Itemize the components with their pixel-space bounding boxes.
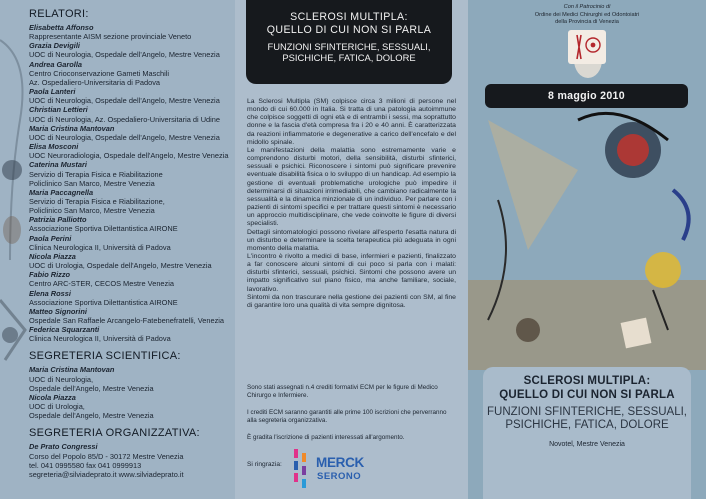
- person-name: Fabio Rizzo: [29, 270, 71, 280]
- affiliation-line: UOC Neuroradiologia, Ospedale dell'Angelo, Mestre Venezia: [29, 151, 229, 161]
- person-name: Maria Cristina Mantovan: [29, 365, 115, 375]
- title-line: QUELLO DI CUI NON SI PARLA: [266, 24, 432, 36]
- cover-title-box: [483, 367, 691, 499]
- body-paragraph: Dettagli sintomatologici possono rivelare all'esperto l'esatta natura di un disturbo e determinare la scelta terapeutica più adeguata in ogni momento della malattia.: [247, 228, 456, 252]
- patrocinio-org-line-1: Ordine dei Medici Chirurghi ed Odontoiatri: [534, 11, 640, 18]
- page-subtitle: [246, 41, 452, 63]
- person-name: Elena Rossi: [29, 288, 71, 298]
- affiliation-line: Ospedale dell'Angelo, Mestre Venezia: [29, 411, 154, 421]
- title-line: SCLEROSI MULTIPLA:: [290, 11, 408, 23]
- cover-title-line: QUELLO DI CUI NON SI PARLA: [499, 388, 675, 401]
- left-panel: [0, 0, 235, 499]
- patrocinio-block: [468, 4, 706, 68]
- person-name: Maria Paccagnella: [29, 187, 94, 197]
- affiliation-line: Servizio di Terapia Fisica e Riabilitazione,: [29, 196, 165, 206]
- affiliation-line: Servizio di Terapia Fisica e Riabilitazione: [29, 169, 163, 179]
- body-paragraph: La Sclerosi Multipla (SM) colpisce circa 3 milioni di persone nel mondo di cui 60.000 in Italia. Si tratta di una patologia autoimmune che colpisce soggetti di ogni età e di entrambi i sessi, ma soprattutto donne e la fascia d'età compresa fra i 20 e 40 anni. È caratterizzata da reazioni infiammatorie e degenerative a carico dell'encefalo e del midollo spinale.: [247, 98, 456, 146]
- sponsor-name: MERCK: [316, 455, 364, 470]
- person-name: Federica Squarzanti: [29, 325, 100, 335]
- affiliation-line: UOC di Neurologia,: [29, 374, 94, 384]
- affiliation-line: tel. 041 0995580 fax 041 0999913: [29, 460, 142, 470]
- venue: Novotel, Mestre Venezia: [549, 441, 625, 448]
- subtitle-line: PSICHICHE, FATICA, DOLORE: [282, 52, 416, 63]
- order-emblem-icon: [567, 29, 607, 65]
- event-date: 8 maggio 2010: [485, 84, 688, 108]
- sponsor-subname: SERONO: [317, 471, 362, 482]
- cover-title-line: SCLEROSI MULTIPLA:: [523, 375, 651, 387]
- middle-panel: [235, 0, 468, 499]
- sponsor-mark-icon: [290, 447, 316, 493]
- body-paragraph: L'incontro è rivolto a medici di base, infermieri e pazienti, finalizzato a far conoscere alcuni sintomi di cui poco si parla con i malati: disturbi sfinterici, sessuali, psichici. Sintomi che possono avere un impatto significativo sul piano fisico, ma anche familiare, sociale, lavorativo.: [247, 252, 456, 293]
- affiliation-line: UOC di Neurologia, Ospedale dell'Angelo, Mestre Venezia: [29, 50, 220, 60]
- segreteria-scientifica-heading: SEGRETERIA SCIENTIFICA:: [29, 350, 181, 363]
- person-name: Nicola Piazza: [29, 392, 76, 402]
- affiliation-line: segreteria@silviadeprato.it www.silviadeprato.it: [29, 469, 184, 479]
- affiliation-line: Clinica Neurologica II, Università di Padova: [29, 242, 171, 252]
- affiliation-line: Centro Crioconservazione Gameti Maschili: [29, 68, 170, 78]
- affiliation-line: Clinica Neurologica II, Università di Padova: [29, 334, 171, 344]
- right-panel: [468, 0, 706, 499]
- body-text: [247, 98, 456, 310]
- cover-subtitle: [483, 406, 691, 432]
- ecm-note: Sono stati assegnati n.4 crediti formativi ECM per le figure di Medico Chirurgo e Infermiere.: [247, 384, 438, 399]
- person-name: Grazia Devigili: [29, 41, 80, 51]
- person-name: Maria Cristina Mantovan: [29, 123, 115, 133]
- relatori-heading: RELATORI:: [29, 8, 89, 20]
- cover-subtitle-line: FUNZIONI SFINTERICHE, SESSUALI,: [487, 406, 687, 418]
- affiliation-line: Centro ARC-STER, CECOS Mestre Venezia: [29, 279, 174, 289]
- subtitle-line: FUNZIONI SFINTERICHE, SESSUALI,: [267, 41, 431, 52]
- person-name: Nicola Piazza: [29, 251, 76, 261]
- person-name: Christian Lettieri: [29, 105, 88, 115]
- affiliation-line: Rappresentante AISM sezione provinciale Veneto: [29, 32, 192, 42]
- affiliation-line: Az. Ospedaliero-Universitaria di Padova: [29, 77, 161, 87]
- segreteria-organizzativa-list: [29, 442, 233, 479]
- affiliation-line: UOC di Urologia, Ospedale dell'Angelo, Mestre Venezia: [29, 261, 212, 271]
- page-title: [246, 0, 452, 37]
- person-name: Elisa Mosconi: [29, 142, 79, 152]
- person-name: Paola Perini: [29, 233, 72, 243]
- person-name: Andrea Garolla: [29, 59, 82, 69]
- segreteria-scientifica-list: [29, 365, 233, 420]
- cover-subtitle-line: PSICHICHE, FATICA, DOLORE: [505, 419, 669, 431]
- sponsor-logo: [290, 447, 370, 493]
- affiliation-line: UOC di Neurologia, Ospedale dell'Angelo, Mestre Venezia: [29, 96, 220, 106]
- affiliation-line: Associazione Sportiva Dilettantistica AIRONE: [29, 224, 178, 234]
- person-name: Matteo Signorini: [29, 306, 87, 316]
- person-name: De Prato Congressi: [29, 442, 98, 452]
- person-name: Elisabetta Affonso: [29, 23, 94, 32]
- ecm-note-2: I crediti ECM saranno garantiti alle prime 100 iscrizioni che perverranno alla segreteria organizzativa.: [247, 409, 447, 424]
- thanks-label: Si ringrazia:: [247, 461, 282, 468]
- affiliation-line: UOC di Urologia,: [29, 402, 85, 412]
- patrocinio-label: Con il Patrocinio di: [563, 4, 611, 10]
- affiliation-line: Corso del Popolo 85/D - 30172 Mestre Venezia: [29, 451, 184, 461]
- person-name: Caterina Mustari: [29, 160, 87, 170]
- affiliation-line: Associazione Sportiva Dilettantistica AIRONE: [29, 297, 178, 307]
- title-box: [246, 0, 452, 84]
- patrocinio-org-line-2: della Provincia di Venezia: [555, 19, 619, 26]
- person-name: Paola Lanteri: [29, 87, 76, 97]
- person-name: Patrizia Palliotto: [29, 215, 87, 225]
- ecm-note-3: È gradita l'iscrizione di pazienti interessati all'argomento.: [247, 434, 405, 441]
- segreteria-organizzativa-heading: SEGRETERIA ORGANIZZATIVA:: [29, 427, 200, 440]
- body-paragraph: Sintomi da non trascurare nella gestione dei pazienti con SM, al fine di garantire loro una qualità di vita sempre dignitosa.: [247, 293, 456, 309]
- cover-title: [483, 367, 691, 402]
- relatori-list: [29, 23, 233, 343]
- affiliation-line: UOC di Neurologia, Ospedale dell'Angelo, Mestre Venezia: [29, 132, 220, 142]
- affiliation-line: UOC di Neurologia, Az. Ospedaliero-Universitaria di Udine: [29, 114, 221, 124]
- affiliation-line: Policlinico San Marco, Mestre Venezia: [29, 206, 155, 216]
- affiliation-line: Ospedale dell'Angelo, Mestre Venezia: [29, 383, 154, 393]
- affiliation-line: Ospedale San Raffaele Arcangelo-Fatebenefratelli, Venezia: [29, 316, 225, 325]
- body-paragraph: Le manifestazioni della malattia sono estremamente varie e comprendono disturbi motori, della sensibilità, disturbi sfinterici, sessuali e psichici. Riconoscere i sintomi può significare prevenire eventuale disabilità fisica o lo sviluppo di un handicap. Ad esempio la gestione di eventuali problematiche urologiche può impedire il determinarsi di situazioni irrimediabili, che cambiano radicalmente la sessualità e la dinamica minzionale di un individuo. Per parlare con i pazienti di sintomi specifici e per trattare questi sintomi è necessario un approccio multidisciplinare, che vede coinvolte le figure di diversi specialisti.: [247, 146, 456, 228]
- affiliation-line: Policlinico San Marco, Mestre Venezia: [29, 178, 155, 188]
